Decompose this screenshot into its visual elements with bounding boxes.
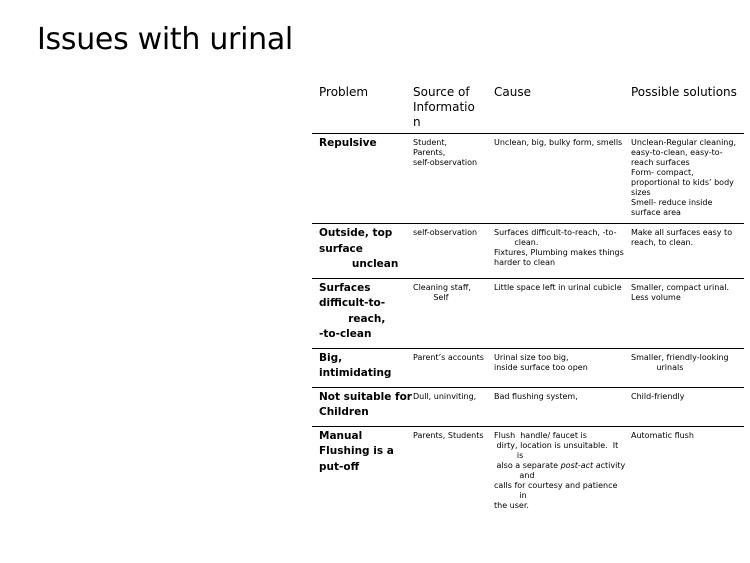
cell-line: Bad flushing system,: [494, 391, 578, 401]
cell-line: and: [494, 470, 535, 480]
cell-line: Repulsive: [319, 137, 377, 149]
cell-cause: [487, 387, 624, 426]
cell-line: Less volume: [631, 292, 681, 302]
cell-line: dirty, location is unsuitable. It: [494, 440, 619, 450]
cell-line: reach, to clean.: [631, 238, 694, 247]
cell-source: [406, 426, 487, 516]
cell-problem: [312, 426, 406, 516]
cell-problem: [312, 278, 406, 348]
cell-solutions: [624, 134, 744, 224]
cell-line: Smell- reduce inside: [631, 198, 713, 207]
cell-cause: [487, 224, 624, 279]
header-problem: Problem: [312, 82, 406, 134]
table-row: [312, 134, 744, 224]
table-row: [312, 426, 744, 516]
cell-line: Make all surfaces easy to: [631, 228, 733, 237]
cell-line: is: [494, 450, 524, 460]
cell-line: surface: [319, 242, 363, 255]
cell-problem: [312, 348, 406, 387]
cell-cause: [487, 278, 624, 348]
cell-cause: [487, 426, 624, 516]
header-source-line: Source of: [413, 85, 470, 99]
cell-line: Smaller, compact urinal.: [631, 282, 729, 292]
cell-line: proportional to kids’ body: [631, 178, 734, 187]
cell-line: harder to clean: [494, 258, 556, 267]
header-source-line: n: [413, 115, 421, 129]
header-source: [406, 82, 487, 134]
cell-line: calls for courtesy and patience: [494, 480, 618, 490]
cell-line: Flushing is a: [319, 445, 394, 457]
cell-line: Urinal size too big,: [494, 352, 569, 362]
cell-solutions: [624, 278, 744, 348]
cell-line: difficult-to-: [319, 297, 386, 309]
cell-line: easy-to-clean, easy-to-: [631, 148, 723, 157]
header-solutions: Possible solutions: [624, 82, 744, 134]
cell-line: intimidating: [319, 367, 392, 379]
header-source-line: Informatio: [413, 100, 475, 114]
cell-line: Automatic flush: [631, 430, 694, 440]
cell-line: in: [494, 490, 527, 500]
cell-problem: [312, 134, 406, 224]
cell-line: surface area: [631, 208, 681, 217]
cell-source: [406, 387, 487, 426]
cell-line: Cleaning staff,: [413, 282, 471, 292]
cell-line: Surfaces: [319, 281, 371, 294]
cell-source: [406, 224, 487, 279]
cell-source: [406, 134, 487, 224]
cell-line: Big,: [319, 351, 343, 364]
table-row: [312, 348, 744, 387]
cell-solutions: [624, 387, 744, 426]
cell-line: [494, 460, 626, 471]
cell-problem: [312, 224, 406, 279]
cell-line: Fixtures, Plumbing makes things: [494, 248, 624, 257]
cell-line: Student,: [413, 138, 448, 147]
cell-line: Self: [413, 292, 449, 302]
cell-source: [406, 348, 487, 387]
cell-text: also a separate: [494, 460, 561, 470]
table-row: [312, 278, 744, 348]
cell-line: Manual: [319, 429, 363, 442]
cell-line: clean.: [494, 238, 539, 247]
cell-line: Outside, top: [319, 227, 393, 239]
issues-table: [312, 82, 744, 516]
cell-line: inside surface too open: [494, 362, 588, 372]
cell-line: Unclean-Regular cleaning,: [631, 138, 736, 147]
cell-line: the user.: [494, 500, 529, 510]
cell-solutions: [624, 348, 744, 387]
cell-line: Parents, Students: [413, 430, 484, 440]
cell-line: reach,: [319, 312, 386, 325]
cell-cause: [487, 348, 624, 387]
header-cause: Cause: [487, 82, 624, 134]
cell-line: put-off: [319, 460, 360, 473]
cell-text: ctivity: [600, 460, 626, 470]
cell-line: Little space left in urinal cubicle: [494, 282, 622, 292]
cell-line: urinals: [631, 362, 684, 372]
cell-line: Parent’s accounts: [413, 352, 484, 362]
cell-problem: [312, 387, 412, 426]
cell-line: Parents,: [413, 148, 446, 157]
cell-text-italic: post-act a: [560, 460, 601, 470]
cell-solutions: [624, 224, 744, 279]
cell-source: [406, 278, 487, 348]
table-row: [312, 224, 744, 279]
cell-line: Unclean, big, bulky form, smells: [494, 138, 623, 147]
cell-line: Child-friendly: [631, 391, 685, 401]
cell-line: sizes: [631, 188, 651, 197]
cell-line: unclean: [319, 258, 399, 270]
cell-cause: [487, 134, 624, 224]
cell-line: Form- compact,: [631, 168, 694, 177]
cell-line: self-observation: [413, 158, 478, 167]
cell-line: Surfaces difficult-to-reach, -to-: [494, 228, 617, 237]
cell-solutions: [624, 426, 744, 516]
cell-line: self-observation: [413, 228, 478, 237]
table-header-row: [312, 82, 744, 134]
cell-line: Children: [319, 406, 369, 418]
cell-line: Dull, uninviting,: [413, 391, 477, 401]
slide-title: Issues with urinal: [37, 22, 293, 57]
cell-line: Smaller, friendly-looking: [631, 352, 729, 362]
table-row: [312, 387, 744, 426]
cell-line: Flush handle/ faucet is: [494, 430, 587, 440]
cell-line: Not suitable for: [319, 390, 412, 403]
cell-line: -to-clean: [319, 328, 372, 340]
cell-line: reach surfaces: [631, 158, 690, 167]
